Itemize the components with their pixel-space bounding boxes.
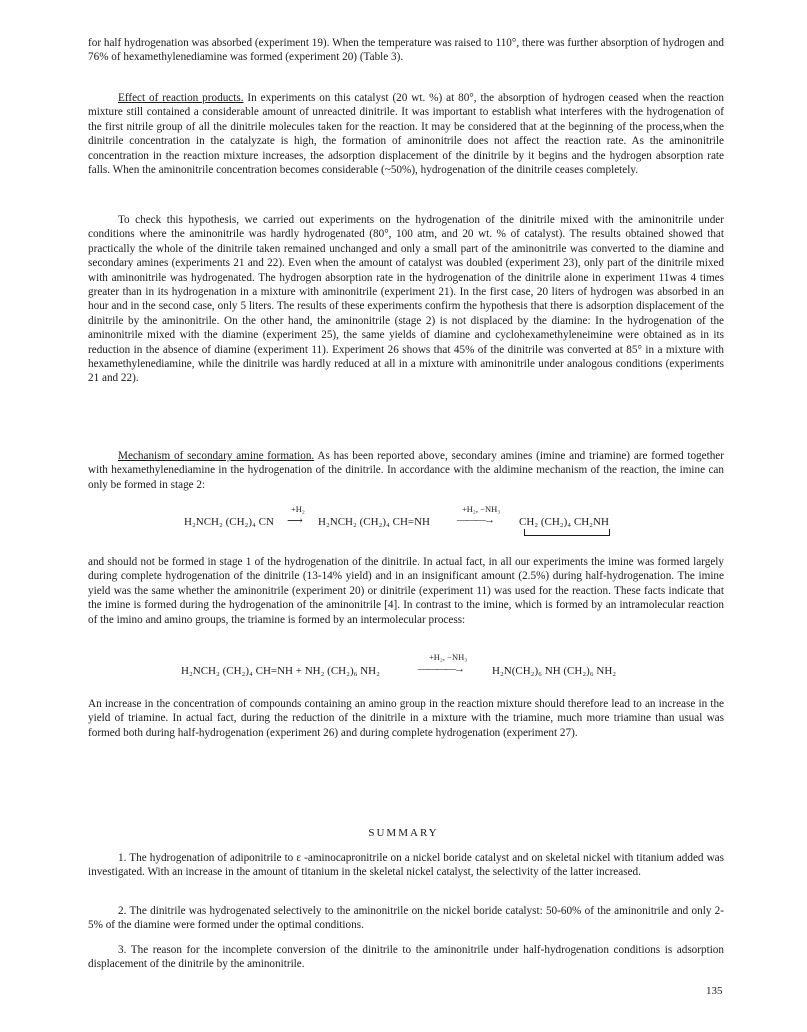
- paragraph-mechanism: [88, 449, 724, 492]
- paragraph-5: and should not be formed in stage 1 of the hydrogenation of the dinitrile. In actual fact, in all our experiments the imine was formed largely during complete hydrogenation of the dinitrile (13-14% yield) and in an insignificant amount (2.5%) during half-hydrogenation. The imine yield was the same whether the aminonitrile (experiment 20) or dinitrile (experiment 11) was used for the reaction. These facts indicate that the imine is formed during the hydrogenation of the aminonitrile [4]. In contrast to the imine, which is formed by an intramolecular reaction of the imino and amino groups, the triamine is formed by an intermolecular process:: [88, 556, 724, 626]
- paragraph-1: for half hydrogenation was absorbed (experiment 19). When the temperature was raised to 110°, there was further absorption of hydrogen and 76% of hexamethylenediamine was formed (experiment 20) (Table 3).: [88, 37, 724, 64]
- paragraph-3: To check this hypothesis, we carried out experiments on the hydrogenation of the dinitrile mixed with the aminonitrile under conditions where the aminonitrile was hardly hydrogenated (80°, 100 atm, and 20 wt. % of catalyst). The results obtained showed that practically the whole of the dinitrile taken remained unchanged and only a small part of the aminonitrile was converted to the diamine and secondary amines (experiments 21 and 22). Even when the amount of catalyst was doubled (experiment 23), only part of the dinitrile mixed with aminonitrile was hydrogenated. The hydrogen absorption rate in the hydrogenation of the dinitrile alone in experiment 11was 4 times greater than in its hydrogenation in a mixture with aminonitrile (experiment 21). In the first case, 20 liters of hydrogen was absorbed in an hour and in the second case, only 5 liters. The results of these experiments confirm the hypothesis that there is adsorption displacement of the dinitrile by the aminonitrile. On the other hand, the aminonitrile (stage 2) is not displaced by the diamine: In the hydrogenation of the aminonitrile mixed with the diamine (experiment 25), the same yields of diamine and cyclohexamethyleneimine were obtained as in its reduction in the absence of diamine (experiment 11). Experiment 26 shows that 45% of the dinitrile was converted at 85° in a mixture with hexamethylenediamine, while the dinitrile was hardly reduced at all in a mixture with aminonitrile under analogous conditions (experiments 21 and 22).: [88, 214, 724, 385]
- paragraph-6: An increase in the concentration of compounds containing an amino group in the reaction mixture should therefore lead to an increase in the yield of triamine. In actual fact, during the reduction of the dinitrile in a mixture with the triamine, much more triamine than usual was formed both during half-hydrogenation (experiment 26) and during complete hydrogenation (experiment 27).: [88, 698, 724, 739]
- summary-heading: SUMMARY: [368, 827, 439, 839]
- eq1-intermediate: H₂NCH₂ (CH₂)₄ CH=NH: [318, 516, 430, 528]
- ring-bond-bottom: [524, 535, 610, 536]
- section-heading-mechanism: Mechanism of secondary amine formation.: [118, 450, 315, 462]
- summary-point-1: 1. The hydrogenation of adiponitrile to ε -aminocapronitrile on a nickel boride catalyst and on skeletal nickel with titanium added was investigated. With an increase in the amount of titanium in the skeletal nickel catalyst, the selectivity of the latter increased.: [88, 852, 724, 879]
- eq2-product: H₂N(CH₂)₆ NH (CH₂)₆ NH₂: [492, 665, 617, 677]
- paragraph-effect-of-reaction-products: [88, 91, 724, 177]
- eq2-condition: +H₂, −NH₃: [429, 652, 468, 662]
- paragraph-4-body: As has been reported above, secondary amines (imine and triamine) are formed together with hexamethylenediamine in the hydrogenation of the dinitrile. In accordance with the aldimine mechanism of the reaction, the imine can only be formed in stage 2:: [88, 450, 724, 491]
- eq1-arrow-1: ⟶: [287, 515, 303, 527]
- eq1-reactant: H₂NCH₂ (CH₂)₄ CN: [184, 516, 274, 528]
- eq1-arrow-2: ———→: [457, 514, 493, 526]
- page-number: 135: [706, 985, 723, 997]
- summary-point-2: 2. The dinitrile was hydrogenated selectively to the aminonitrile on the nickel boride catalyst: 50-60% of the aminonitrile and only 2-5% of the diamine were formed under the optimal conditions.: [88, 905, 724, 932]
- eq1-product: CH₂ (CH₂)₄ CH₂NH: [519, 516, 609, 528]
- eq1-condition-2: +H₂, −NH₃: [462, 504, 501, 514]
- section-heading-effect: Effect of reaction products.: [118, 92, 244, 104]
- eq2-reactants: H₂NCH₂ (CH₂)₄ CH=NH + NH₂ (CH₂)₆ NH₂: [181, 665, 380, 677]
- summary-point-3: 3. The reason for the incomplete conversion of the dinitrile to the aminonitrile under half-hydrogenation conditions is adsorption displacement of the dinitrile by the aminonitrile.: [88, 944, 724, 971]
- ring-bond-right: [609, 529, 610, 536]
- paragraph-2-body: In experiments on this catalyst (20 wt. %) at 80°, the absorption of hydrogen ceased when the reaction mixture still contained a considerable amount of unreacted dinitrile. It was important to establish what interferes with the hydrogenation of the first nitrile group of all the dinitrile molecules taken for the reaction. It may be considered that at the beginning of the process,when the dinitrile concentration in the catalyzate is high, the formation of aminonitrile does not affect the reaction rate. As the aminonitrile concentration in the reaction mixture increases, the adsorption displacement of the dinitrile by it begins and the hydrogen absorption rate falls. When the aminonitrile concentration becomes considerable (~50%), hydrogenation of the dinitrile ceases completely.: [88, 92, 724, 177]
- eq2-arrow: ————→: [418, 663, 463, 675]
- eq1-condition-1: +H₂: [291, 504, 305, 514]
